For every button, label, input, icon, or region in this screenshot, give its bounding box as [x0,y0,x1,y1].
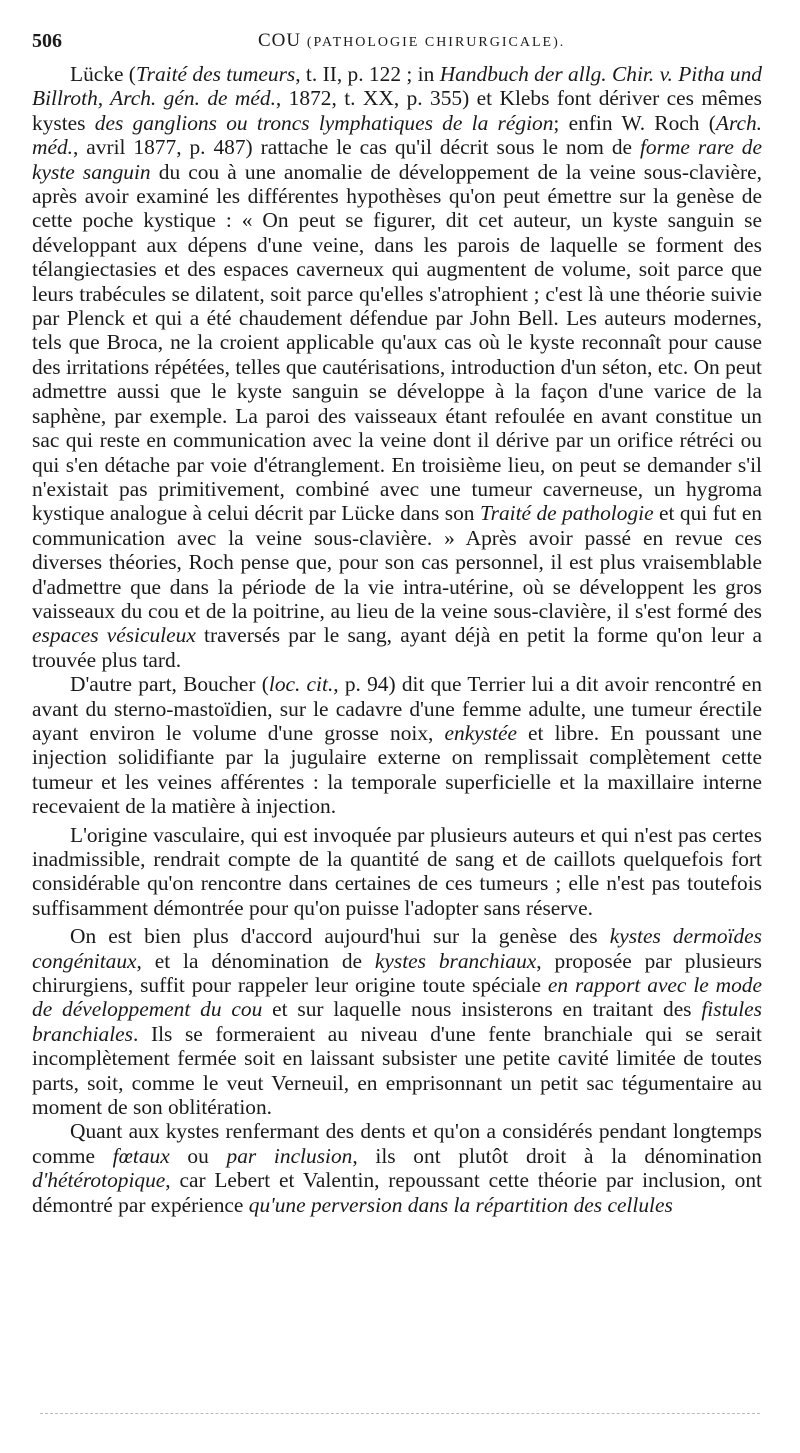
text-run: du cou à une anomalie de développement de la veine sous-clavière, après avoir examiné les différentes hypothèses qu'on peut émettre sur la genèse de cette poche kystique : « On peut se figurer, dit cet auteur, un kyste sanguin se développant aux dépens d'une veine, dans les parois de laquelle se forment des télangiectasies et des espaces caverneux qui augmentent de volume, soit parce que leurs trabécules se dilatent, soit parce qu'elles s'atrophient ; c'est là une théorie suivie par Plenck et qui a été chaudement défendue par John Bell. Les auteurs modernes, tels que Broca, ne la croient applicable qu'aux cas où le kyste reconnaît pour cause des irritations répétées, telles que cautérisations, introduction d'un séton, etc. On peut admettre aussi que le kyste sanguin se développe à la façon d'une varice de la saphène, par exemple. La paroi des vaisseaux étant refoulée en avant constitue un sac qui reste en communication avec la veine dont il dérive par un orifice rétréci ou qui s'en détache par voie d'étranglement. En troisième lieu, on peut se demander s'il n'existait pas primitivement, combiné avec une tumeur caverneuse, un hygroma kystique analogue à celui décrit par Lücke dans son [32,159,762,526]
paragraph-3: L'origine vasculaire, qui est invoquée par plusieurs auteurs et qui n'est pas certes inadmissible, rendrait compte de la quantité de sang et de caillots quelquefois fort considérable qu'on rencontre dans certaines de ces tumeurs ; elle n'est pas toutefois suffisamment démontrée pour qu'on puisse l'adopter sans réserve. [32,822,762,920]
emphasis-italic: d'hétérotopique [32,1168,166,1193]
text-run: ; enfin W. Roch ( [553,110,716,135]
emphasis-italic: forme rare de kyste sanguin [32,135,762,184]
emphasis-italic: par inclusion [226,1143,353,1168]
emphasis-italic: kystes branchiaux [374,948,537,973]
running-head-title: COU [258,30,302,51]
text-run: ou [169,1143,227,1168]
citation-italic: Traité de pathologie [479,501,654,526]
running-head [258,30,565,52]
emphasis-italic: des ganglions ou troncs lymphatiques de la région [94,110,554,135]
paragraph-1 [32,62,762,672]
emphasis-italic: fistules branchiales [32,997,762,1046]
paragraph-2 [32,672,762,818]
citation-italic: Handbuch der allg. Chir. v. Pitha und Billroth, Arch. gén. de méd. [32,62,762,111]
text-run: , p. 94) dit que Terrier lui a dit avoir rencontré en avant du sterno-mastoïdien, sur le cadavre d'une femme adulte, une tumeur érectile ayant environ le volume d'une grosse noix, [32,672,762,745]
emphasis-italic: kystes dermoïdes congénitaux [32,924,763,973]
text-run: , proposée par plusieurs chirurgiens, suffit pour rappeler leur origine toute spéciale [32,948,762,998]
text-run: et qui fut en communication avec la veine sous-clavière. » Après avoir passé en revue ces diverses théories, Roch pense que, pour son cas personnel, il est plus vraisemblable d'admettre que dans la période de la vie intra-utérine, où se développent les gros vaisseaux du cou et de la poitrine, au lieu de la veine sous-clavière, il s'est formé des [32,501,763,623]
emphasis-italic: enkystée [444,720,517,745]
text-run: et libre. En poussant une injection solidifiante par la jugulaire externe on remplissait complètement cette tumeur et les veines afférentes : la temporale superficielle et la maxillaire interne recevaient de la matière à injection. [32,720,762,819]
text-run: On est bien plus d'accord aujourd'hui sur la genèse des [70,924,610,949]
paragraph-5 [32,1119,762,1217]
text-run: et sur laquelle nous insisterons en traitant des [262,997,702,1022]
emphasis-italic: espaces vésiculeux [32,623,196,648]
emphasis-italic: en rapport avec le mode de développement du cou [32,973,762,1022]
body-text [32,62,762,1217]
citation-italic: Traité des tumeurs [135,62,296,86]
citation-italic: loc. cit. [268,672,334,697]
page-header [32,30,764,56]
text-run: , t. II, p. 122 ; in [295,62,440,86]
text-run: , car Lebert et Valentin, repoussant cette théorie par inclusion, ont démontré par expérience [32,1168,762,1217]
text-run: Quant aux kystes renfermant des dents et qu'on a considérés pendant longtemps comme [32,1119,762,1168]
text-run: , 1872, t. XX, p. 355) et Klebs font dériver ces mêmes kystes [32,86,762,135]
text-run: , et la dénomination de [136,948,375,973]
text-run: , avril 1877, p. 487) rattache le cas qu'il décrit sous le nom de [73,135,640,160]
text-run: . Ils se formeraient au niveau d'une fente branchiale qui se serait incomplètement fermée soit en laissant subsister une petite cavité limitée de toutes parts, soit, comme le veut Verneuil, en emprisonnant un petit sac tégumentaire au moment de son oblitération. [32,1021,762,1120]
running-head-subtitle: (PATHOLOGIE CHIRURGICALE). [306,35,566,50]
paragraph-4 [32,924,762,1119]
emphasis-italic: fœtaux [112,1143,170,1168]
emphasis-italic: qu'une perversion dans la répartition des cellules [248,1192,673,1217]
text-run: traversés par le sang, ayant déjà en petit la forme qu'on leur a trouvée plus tard. [32,623,762,672]
text-run: Lücke ( [70,62,136,86]
text-run: D'autre part, Boucher ( [70,672,269,697]
page-bottom-rule [40,1413,760,1414]
page-number: 506 [32,30,62,52]
citation-italic: Arch. méd. [32,110,763,160]
text-run: , ils ont plutôt droit à la dénomination [352,1143,763,1168]
